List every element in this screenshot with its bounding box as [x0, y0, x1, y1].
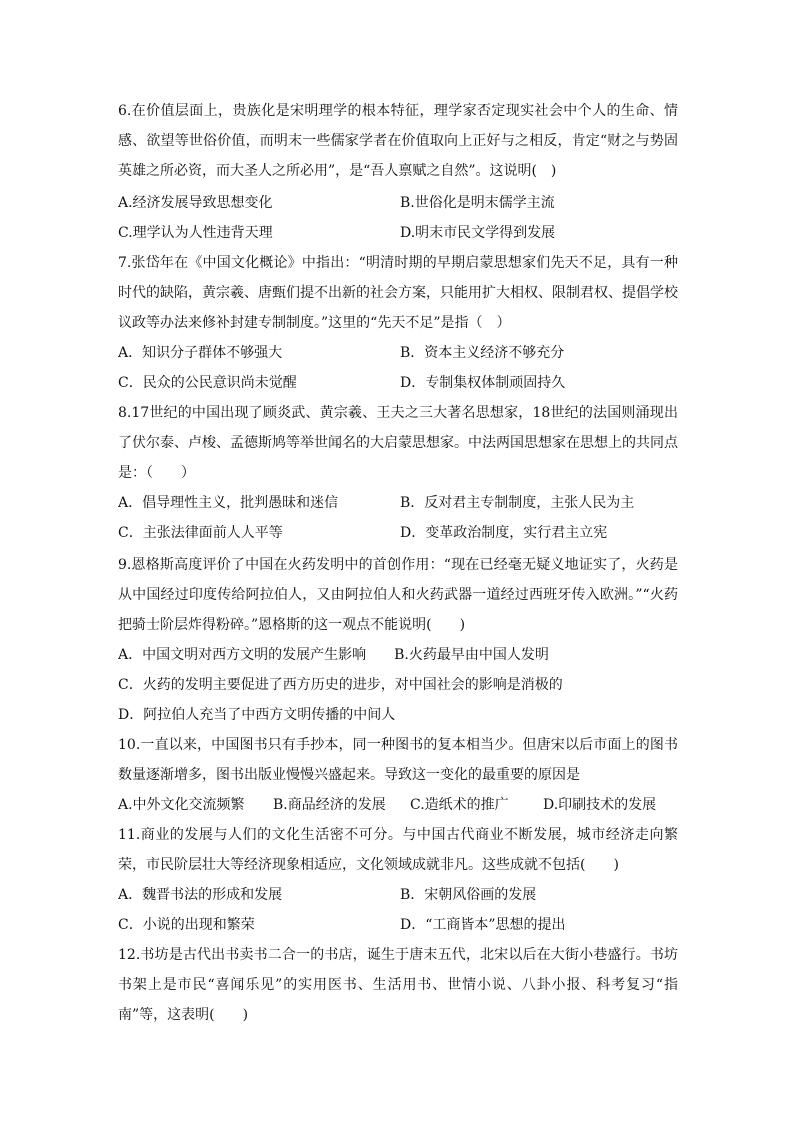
- options: [118, 488, 678, 548]
- question-stem: 7.张岱年在《中国文化概论》中指出：“明清时期的早期启蒙思想家们先天不足，具有一种时代的缺陷，黄宗羲、唐甄们提不出新的社会方案，只能用扩大相权、限制君权、提倡学校议政等办法来修补封建专制制度。”这里的“先天不足”是指（ ）: [118, 255, 678, 331]
- question-stem: 11.商业的发展与人们的文化生活密不可分。与中国古代商业不断发展，城市经济走向繁荣，市民阶层壮大等经济现象相适应，文化领域成就非凡。这些成就不包括( ): [118, 827, 678, 873]
- option-c: C．小说的出现和繁荣: [118, 917, 255, 933]
- exam-page: [118, 96, 678, 1030]
- options: [118, 640, 678, 730]
- question-9: [118, 548, 678, 730]
- option-c: C．主张法律面前人人平等: [118, 525, 283, 541]
- options: [118, 188, 678, 248]
- option-a: A．倡导理性主义，批判愚昧和迷信: [118, 495, 339, 511]
- option-a: A．魏晋书法的形成和发展: [118, 887, 283, 903]
- question-stem: 9.恩格斯高度评价了中国在火药发明中的首创作用：“现在已经毫无疑义地证实了，火药是从中国经过印度传给阿拉伯人，又由阿拉伯人和火药武器一道经过西班牙传入欧洲。”“火药把骑士阶层炸得粉碎。”恩格斯的这一观点不能说明( ): [118, 557, 678, 633]
- options: [118, 338, 678, 398]
- question-10: [118, 730, 678, 820]
- option-b: B.商品经济的发展: [273, 797, 386, 813]
- option-a: A．知识分子群体不够强大: [118, 345, 283, 361]
- option-c: C．火药的发明主要促进了西方历史的进步，对中国社会的影响是消极的: [118, 677, 563, 693]
- option-d: D．专制集权体制顽固持久: [400, 375, 566, 391]
- question-stem: 10.一直以来，中国图书只有手抄本，同一种图书的复本相当少。但唐宋以后市面上的图书数量逐渐增多，图书出版业慢慢兴盛起来。导致这一变化的最重要的原因是: [118, 737, 678, 783]
- question-11: [118, 820, 678, 940]
- option-b: B．宋朝风俗画的发展: [400, 887, 537, 903]
- options: [118, 790, 678, 820]
- question-stem: 8.17世纪的中国出现了顾炎武、黄宗羲、王夫之三大著名思想家，18世纪的法国则涌现出了伏尔泰、卢梭、孟德斯鸠等举世闻名的大启蒙思想家。中法两国思想家在思想上的共同点是：（ ）: [118, 405, 678, 481]
- option-a: A.中外文化交流频繁: [118, 797, 245, 813]
- option-c: C．民众的公民意识尚未觉醒: [118, 375, 297, 391]
- question-12: [118, 940, 678, 1030]
- option-c: C.理学认为人性违背天理: [118, 225, 273, 241]
- option-d: D．阿拉伯人充当了中西方文明传播的中间人: [118, 707, 396, 723]
- option-d: D．变革政治制度，实行君主立宪: [400, 525, 608, 541]
- question-stem: 12.书坊是古代出书卖书二合一的书店，诞生于唐末五代，北宋以后在大街小巷盛行。书坊书架上是市民“喜闻乐见”的实用医书、生活用书、世情小说、八卦小报、科考复习“指南”等，这表明( ): [118, 947, 678, 1023]
- question-stem: 6.在价值层面上，贵族化是宋明理学的根本特征，理学家否定现实社会中个人的生命、情感、欲望等世俗价值，而明末一些儒家学者在价值取向上正好与之相反，肯定“财之与势固英雄之所必资，而大圣人之所必用”，是“吾人禀赋之自然”。这说明( ): [118, 103, 678, 179]
- question-6: [118, 96, 678, 248]
- options: [118, 880, 678, 940]
- option-b: B．反对君主专制制度，主张人民为主: [400, 495, 635, 511]
- question-7: [118, 248, 678, 398]
- option-d: D.明末市民文学得到发展: [400, 225, 556, 241]
- option-b: B．资本主义经济不够充分: [400, 345, 565, 361]
- option-d: D.印刷技术的发展: [543, 797, 657, 813]
- question-8: [118, 398, 678, 548]
- option-c: C.造纸术的推广: [410, 797, 509, 813]
- option-a-b: A．中国文明对西方文明的发展产生影响 B.火药最早由中国人发明: [118, 647, 549, 663]
- option-a: A.经济发展导致思想变化: [118, 195, 273, 211]
- option-d: D．“工商皆本”思想的提出: [400, 917, 566, 933]
- option-b: B.世俗化是明末儒学主流: [400, 195, 555, 211]
